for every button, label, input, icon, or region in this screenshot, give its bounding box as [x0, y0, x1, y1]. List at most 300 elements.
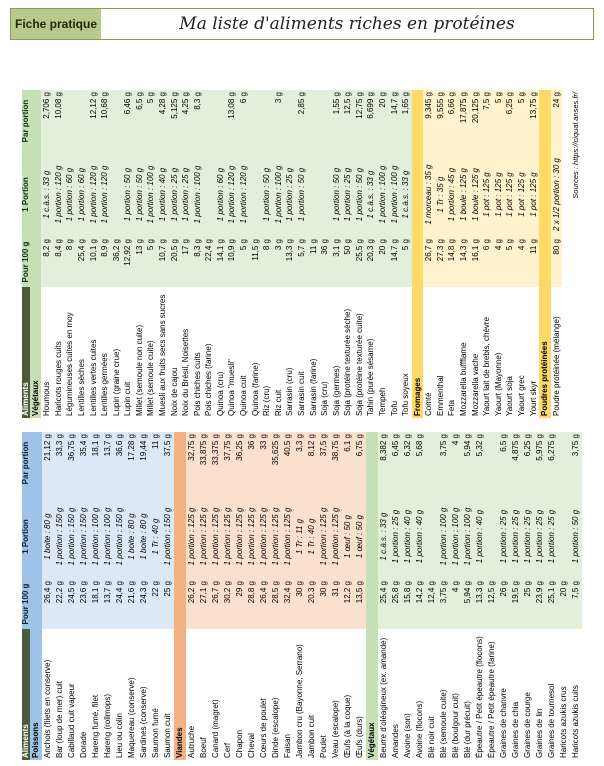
per-portion: 10,08 g: [53, 90, 65, 152]
per-portion: 10,68 g: [99, 90, 111, 152]
per-100g: 8 g: [261, 237, 273, 287]
per-100g: 4 g: [450, 579, 462, 629]
per-100g: 5,7 g: [296, 237, 308, 287]
food-name: Millet (semoule cuite): [146, 340, 156, 416]
per-100g: 16,1 g: [470, 237, 482, 287]
food-name: Comté: [424, 392, 434, 416]
food-name: Quinoa (farine): [250, 362, 260, 416]
food-name: Lieu ou colin: [114, 713, 124, 758]
portion-size: 1 portion : 120 g: [227, 152, 239, 237]
portion-size: 1 boite : 80 g: [138, 494, 150, 579]
portion-size: 1 portion : 25 g: [522, 494, 534, 579]
table-row: [470, 90, 482, 418]
table-row: [498, 432, 510, 760]
portion-size: [203, 152, 215, 237]
table-row: [390, 432, 402, 760]
food-name: Quinoa "muesli": [227, 359, 237, 416]
col-header-aliments: Aliments: [22, 287, 30, 418]
table-row: [365, 90, 377, 418]
per-100g: 5 g: [238, 237, 250, 287]
food-name: Mozzarella buffflame: [459, 342, 469, 416]
portion-size: 1 c.à.s. : 33 g: [365, 152, 377, 237]
table-row: [111, 90, 123, 418]
per-portion: 6,75 g: [354, 432, 366, 494]
table-row: [180, 90, 192, 418]
portion-size: 1 Tr : 40 g: [150, 494, 162, 579]
per-100g: 14,7 g: [389, 237, 401, 287]
portion-size: 1 portion : 100 g: [145, 152, 157, 237]
per-portion: 4,25 g: [180, 90, 192, 152]
food-name: Tahin (purée sésame): [366, 338, 376, 416]
per-portion: 20 g: [377, 90, 389, 152]
food-name: Millet (semoule non cuite): [134, 324, 144, 416]
portion-size: 1 portion : 100 g: [273, 152, 285, 237]
per-100g: 12,5 g: [486, 579, 498, 629]
table-row: [273, 90, 285, 418]
food-name: Hareng (rollmops): [102, 693, 112, 758]
per-100g: 22,2 g: [54, 579, 66, 629]
per-100g: 36,2 g: [111, 237, 123, 287]
table-row: [546, 432, 558, 760]
portion-size: 1 portion : 125 g: [246, 494, 258, 579]
per-100g: 50 g: [342, 237, 354, 287]
food-name: Jambon cuit: [306, 714, 316, 758]
food-name: Hareng fumé, filet: [90, 694, 100, 758]
title-banner: [10, 8, 594, 40]
per-100g: 29 g: [234, 579, 246, 629]
food-name: Soja (protéine texturée cuite): [354, 313, 364, 416]
portion-size: 1 portion : 25 g: [390, 494, 402, 579]
table-row: [42, 432, 54, 760]
per-portion: 12,12 g: [88, 90, 100, 152]
portion-size: 1 portion : 125 g: [258, 494, 270, 579]
food-name: Muesli aux fruits secs sans sucres: [158, 294, 167, 416]
per-100g: 21,6 g: [126, 579, 138, 629]
portion-size: 1 portion : 40 g: [402, 494, 414, 579]
food-name: Dinde (escalope): [270, 697, 280, 758]
per-100g: 13,5 g: [354, 579, 366, 629]
portion-size: 1 portion : 120 g: [88, 152, 100, 237]
per-portion: 14,7 g: [389, 90, 401, 152]
per-portion: 12,5 g: [342, 90, 354, 152]
portion-size: 1 portion : 50 g: [261, 152, 273, 237]
table-row: [447, 90, 459, 418]
table-row: [150, 432, 162, 760]
per-portion: 38,75 g: [330, 432, 342, 494]
portion-size: 1 portion : 150 g: [78, 494, 90, 579]
table-row: [246, 432, 258, 760]
per-portion: 33 g: [258, 432, 270, 494]
food-name: Sarrasin cuit: [296, 371, 306, 416]
table-row: [157, 90, 169, 418]
col-header-par-portion: Par portion: [22, 432, 30, 494]
per-100g: 26,4 g: [258, 579, 270, 629]
per-portion: 1,65 g: [400, 90, 412, 152]
portion-size: 1 portion : 100 g: [377, 152, 389, 237]
table-row: [493, 90, 505, 418]
table-row: [210, 432, 222, 760]
table-row: [481, 90, 493, 418]
food-name: Graines de courge: [522, 692, 532, 758]
per-100g: 18,1 g: [90, 579, 102, 629]
per-portion: 13,7 g: [102, 432, 114, 494]
per-100g: 26,4 g: [42, 579, 54, 629]
table-row: [558, 432, 570, 760]
portion-size: 1 portion : 150 g: [54, 494, 66, 579]
per-100g: 24,5 g: [66, 579, 78, 629]
table-row: [414, 432, 426, 760]
table-row: [308, 90, 320, 418]
food-name: Soja (germes): [331, 365, 341, 416]
per-100g: 23,9 g: [534, 579, 546, 629]
food-name: Noix de cajou: [169, 367, 179, 416]
per-portion: 35,625 g: [270, 432, 282, 494]
per-100g: 12,2 g: [342, 579, 354, 629]
per-portion: 6,699 g: [365, 90, 377, 152]
section-label: Poissons: [30, 432, 42, 760]
table-row: [162, 432, 174, 760]
portion-size: 1 œuf : 50 g: [342, 494, 354, 579]
table-row: [76, 90, 88, 418]
food-name: Épeautre / Petit épeautre (farine): [486, 641, 496, 758]
food-name: Avoine (son): [402, 713, 412, 758]
table-row: [331, 90, 343, 418]
food-name: Lentilles germées: [100, 353, 110, 416]
table-row: [88, 90, 100, 418]
per-100g: 24,3 g: [138, 579, 150, 629]
col-header-par-portion: Par portion: [22, 90, 30, 152]
per-portion: [486, 432, 498, 494]
portion-size: 1 portion : 50 g: [331, 152, 343, 237]
per-portion: 21,12 g: [42, 432, 54, 494]
food-name: Autruche: [186, 725, 196, 758]
food-name: Cabillaud cuit vapeur: [66, 683, 76, 758]
portion-size: 1 pot : 125 g: [516, 152, 528, 237]
per-100g: 5 g: [504, 237, 516, 287]
portion-size: 1 portion : 120 g: [99, 152, 111, 237]
per-portion: [319, 90, 331, 152]
portion-size: 1 portion : 40 g: [157, 152, 169, 237]
table-row: [389, 90, 401, 418]
per-portion: 11 g: [150, 432, 162, 494]
col-header-pour100: Pour 100 g: [22, 237, 30, 287]
per-portion: 20,125 g: [470, 90, 482, 152]
table-row: [342, 90, 354, 418]
per-portion: 1,55 g: [331, 90, 343, 152]
per-portion: 9,555 g: [435, 90, 447, 152]
portion-size: 1 portion : 45 g: [447, 152, 459, 237]
food-name: Houmous: [42, 381, 52, 416]
per-portion: 6,275 g: [546, 432, 558, 494]
table-left: [22, 432, 582, 760]
per-100g: 25,5 g: [354, 237, 366, 287]
portion-size: 1 pot : 125 g: [528, 152, 540, 237]
per-100g: 14,3 g: [458, 237, 470, 287]
per-100g: 3,1 g: [331, 237, 343, 287]
table-row: [510, 432, 522, 760]
table-row: [54, 432, 66, 760]
table-row: [270, 432, 282, 760]
per-100g: 28,5 g: [270, 579, 282, 629]
table-row: [378, 432, 390, 760]
table-row: [400, 90, 412, 418]
portion-size: 1 portion : 150 g: [114, 494, 126, 579]
portion-size: 1 portion : 120 g: [238, 152, 250, 237]
per-portion: 36,25 g: [234, 432, 246, 494]
food-name: Cœurs de poulet: [258, 698, 268, 758]
food-name: Légumineuses cuites en moy: [65, 312, 75, 416]
per-portion: [64, 90, 76, 152]
food-name: Pois chiches (farine): [204, 343, 214, 416]
portion-size: 1 boite : 80 g: [42, 494, 54, 579]
table-row: [114, 432, 126, 760]
table-row: [551, 90, 563, 418]
food-name: Yaourt grec: [516, 375, 526, 416]
per-100g: 14,1 g: [215, 237, 227, 287]
food-name: Blé noir cuit: [426, 716, 436, 758]
table-row: [169, 90, 181, 418]
per-100g: 20 g: [558, 579, 570, 629]
food-name: Boeuf: [198, 737, 208, 758]
per-100g: 20,3 g: [365, 237, 377, 287]
food-name: Riz (cru): [262, 385, 272, 416]
food-name: Dorade: [78, 731, 88, 758]
per-100g: 19,5 g: [510, 579, 522, 629]
per-portion: [308, 90, 320, 152]
table-row: [203, 90, 215, 418]
per-100g: 12,92 g: [122, 237, 134, 287]
per-100g: 30 g: [294, 579, 306, 629]
per-100g: 32,4 g: [282, 579, 294, 629]
per-100g: 13,3 g: [474, 579, 486, 629]
portion-size: 1 portion : 25 g: [546, 494, 558, 579]
table-row: [402, 432, 414, 760]
food-name: Poulet: [318, 735, 328, 758]
per-100g: 36 g: [319, 237, 331, 287]
per-100g: 4 g: [493, 237, 505, 287]
per-portion: 17,875 g: [458, 90, 470, 152]
food-name: Saumon cuit: [162, 713, 172, 758]
food-name: Pois chiches cuits: [192, 352, 202, 416]
table-row: [258, 432, 270, 760]
food-name: Bar (loup de mer) cuit: [54, 681, 64, 758]
per-100g: 8,3 g: [192, 237, 204, 287]
table-row: [102, 432, 114, 760]
per-portion: 5 g: [516, 90, 528, 152]
table-row: [234, 432, 246, 760]
per-100g: 26,2 g: [186, 579, 198, 629]
portion-size: 1 portion : 125 g: [186, 494, 198, 579]
per-100g: 15,8 g: [402, 579, 414, 629]
food-name: Feta: [447, 399, 457, 416]
per-portion: 3 g: [273, 90, 285, 152]
food-name: Faisan: [282, 733, 292, 758]
portion-size: 1 portion : 120 g: [53, 152, 65, 237]
per-100g: 26,7 g: [210, 579, 222, 629]
per-portion: [111, 90, 123, 152]
table-row: [486, 432, 498, 760]
food-name: Veau (escalope): [330, 700, 340, 758]
per-portion: 6,66 g: [447, 90, 459, 152]
food-name: Graines de chanvre: [498, 688, 508, 758]
food-name: Blé (boulgour cuit): [450, 693, 460, 758]
per-100g: 24,4 g: [114, 579, 126, 629]
per-100g: 25,8 g: [390, 579, 402, 629]
portion-size: 1 portion : 125 g: [282, 494, 294, 579]
portion-size: [308, 152, 320, 237]
section-label: Poudres protéinées: [539, 90, 551, 418]
per-portion: 37,5 g: [162, 432, 174, 494]
portion-size: 1 portion : 125 g: [270, 494, 282, 579]
per-100g: 5 g: [400, 237, 412, 287]
table-row: [458, 90, 470, 418]
portion-size: 1 portion : 40 g: [414, 494, 426, 579]
portion-size: 1 portion : 125 g: [318, 494, 330, 579]
portion-size: 1 portion : 25 g: [180, 152, 192, 237]
table-row: [522, 432, 534, 760]
per-100g: 10,7 g: [157, 237, 169, 287]
section-header: [30, 432, 42, 760]
per-portion: 36,6 g: [114, 432, 126, 494]
food-name: Jambon cru (Bayonne, Serrano): [294, 644, 304, 758]
table-row: [306, 432, 318, 760]
table-row: [342, 432, 354, 760]
portion-size: 1 portion : 25 g: [342, 152, 354, 237]
table-right: [22, 90, 582, 418]
per-portion: 33,3 g: [54, 432, 66, 494]
food-name: Soja (protéine texturée sèche): [343, 308, 353, 416]
per-portion: 18,1 g: [90, 432, 102, 494]
table-row: [294, 432, 306, 760]
per-portion: 4,28 g: [157, 90, 169, 152]
per-portion: 13,75 g: [528, 90, 540, 152]
per-portion: 8,3 g: [192, 90, 204, 152]
food-name: Sarrasin (cru): [285, 367, 295, 416]
table-row: [261, 90, 273, 418]
per-portion: 5 g: [493, 90, 505, 152]
per-portion: 37,5 g: [318, 432, 330, 494]
portion-size: [250, 152, 262, 237]
per-portion: 40,5 g: [282, 432, 294, 494]
per-portion: 8,12 g: [306, 432, 318, 494]
per-portion: 3,75 g: [570, 432, 582, 494]
portion-size: 1 portion : 100 g: [102, 494, 114, 579]
portion-size: 1 portion : 60 g: [64, 152, 76, 237]
table-row: [474, 432, 486, 760]
food-name: Chapon: [234, 729, 244, 758]
per-portion: 35,4 g: [78, 432, 90, 494]
food-name: Yaourt lait de brebis, chèvre: [482, 316, 492, 416]
table-row: [284, 90, 296, 418]
food-name: Lupin (graine crue): [111, 348, 121, 416]
per-100g: 30,2 g: [222, 579, 234, 629]
per-portion: 6,5 g: [498, 432, 510, 494]
per-portion: [261, 90, 273, 152]
table-row: [222, 432, 234, 760]
per-100g: 20 g: [377, 237, 389, 287]
portion-size: 1 c.à.s. : 33 g: [41, 152, 53, 237]
food-name: Sarrasin (farine): [308, 358, 318, 416]
per-portion: 5,94 g: [462, 432, 474, 494]
page-title: Ma liste d'aliments riches en protéines: [179, 14, 515, 34]
portion-size: [111, 152, 123, 237]
per-100g: 8,2 g: [41, 237, 53, 287]
per-portion: 36,75 g: [66, 432, 78, 494]
per-portion: 12,75 g: [354, 90, 366, 152]
per-100g: 23,6 g: [78, 579, 90, 629]
portion-size: 1 boite : 80 g: [126, 494, 138, 579]
table-row: [438, 432, 450, 760]
portion-size: 1 portion : 150 g: [66, 494, 78, 579]
table-row: [377, 90, 389, 418]
food-name: Cheval: [246, 733, 256, 758]
per-portion: 3,75 g: [438, 432, 450, 494]
table-row: [462, 432, 474, 760]
portion-size: 1 portion : 50 g: [354, 152, 366, 237]
sources-note: Sources : https://ciqual.anses.fr/: [571, 92, 581, 199]
per-portion: 7,5 g: [481, 90, 493, 152]
per-portion: [203, 90, 215, 152]
per-100g: 13,7 g: [102, 579, 114, 629]
section-header: [412, 90, 424, 418]
portion-size: 1 Tr : 35 g: [435, 152, 447, 237]
food-name: Lupin cuit: [123, 381, 133, 416]
per-portion: 5,32 g: [474, 432, 486, 494]
per-100g: 6 g: [481, 237, 493, 287]
per-100g: 3,75 g: [438, 579, 450, 629]
food-name: Anchois (filets en conserve): [42, 659, 52, 758]
per-100g: 22 g: [150, 579, 162, 629]
food-name: Avoine (flocons): [414, 700, 424, 758]
portion-size: 1 Tr : 40 g: [306, 494, 318, 579]
food-name: Soja (cru): [320, 381, 330, 416]
per-100g: 13 g: [134, 237, 146, 287]
section-label: Viandes: [174, 432, 186, 760]
food-name: Graines de chia: [510, 701, 520, 758]
per-portion: 13,08 g: [227, 90, 239, 152]
per-portion: 4 g: [450, 432, 462, 494]
portion-size: 1 œuf : 50 g: [354, 494, 366, 579]
portion-size: 1 portion : 40 g: [474, 494, 486, 579]
section-header: [366, 432, 378, 760]
portion-size: 1 portion : 25 g: [169, 152, 181, 237]
per-100g: 27,1 g: [198, 579, 210, 629]
food-name: Yaourt soja: [505, 376, 515, 416]
portion-size: 1 portion : 100 g: [450, 494, 462, 579]
per-100g: 26 g: [498, 579, 510, 629]
portion-size: 1 pot : 125 g: [481, 152, 493, 237]
portion-size: 1 portion : 125 g: [234, 494, 246, 579]
portion-size: 1 pot : 125 g: [504, 152, 516, 237]
per-100g: 10,9 g: [227, 237, 239, 287]
table-row: [186, 432, 198, 760]
food-name: Quinoa (cru): [215, 371, 225, 416]
table-row: [198, 432, 210, 760]
table-row: [138, 432, 150, 760]
per-100g: 22,4 g: [203, 237, 215, 287]
per-100g: 8,9 g: [99, 237, 111, 287]
per-portion: 6 g: [238, 90, 250, 152]
per-portion: 4,875 g: [510, 432, 522, 494]
table-row: [64, 90, 76, 418]
portion-size: 1 portion : 25 g: [284, 152, 296, 237]
portion-size: [558, 494, 570, 579]
portion-size: 1 boule : 125 g: [470, 152, 482, 237]
per-100g: 8,4 g: [53, 237, 65, 287]
food-name: Poudre protéinée (mélange): [551, 316, 561, 416]
food-name: Œufs (durs): [354, 716, 364, 758]
per-100g: 28,8 g: [246, 579, 258, 629]
